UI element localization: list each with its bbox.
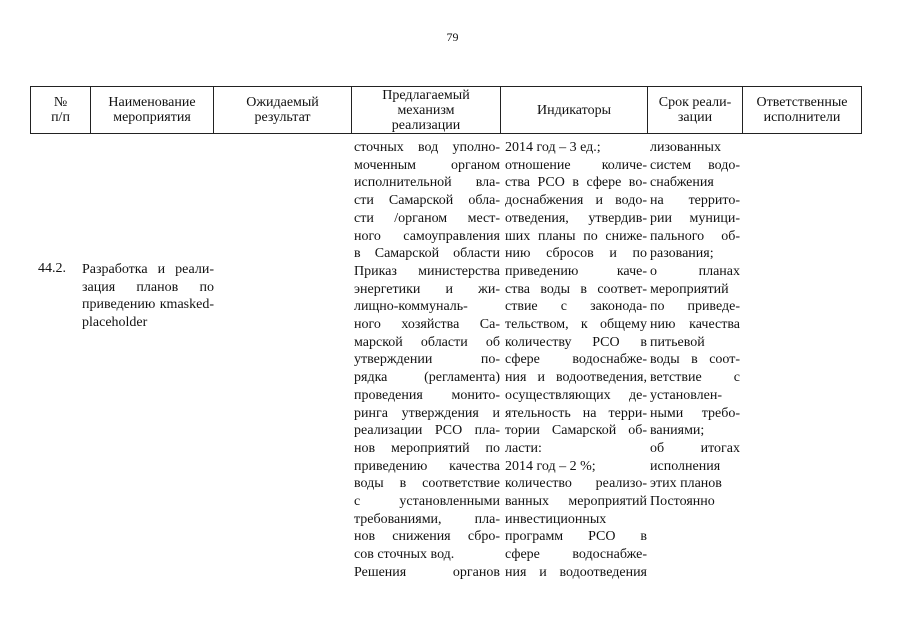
- text-line: Приказ министерства: [354, 263, 500, 279]
- text-line: осуществляющих де-: [505, 387, 647, 403]
- text-line: 2014 год – 3 ед.;: [505, 140, 601, 155]
- text-line: ного хозяйства Са-: [354, 317, 500, 333]
- text-line: исполнительной вла-: [354, 175, 500, 191]
- text-line: ния и водоотведения,: [505, 370, 647, 386]
- text-line: сти /органом мест-: [354, 210, 500, 226]
- text-line: нию сбросов и по: [505, 246, 647, 262]
- text-line: требованиями, пла-: [354, 511, 500, 527]
- item-number: 44.2.: [38, 261, 66, 276]
- text-line: ваниями;: [650, 423, 705, 439]
- text-line: воды в соответствие: [354, 476, 500, 492]
- table-header: [30, 86, 862, 134]
- text-line: лизованных: [650, 140, 721, 155]
- text-line: рядка (регламента): [354, 370, 500, 386]
- text-line: воды в соот-: [650, 352, 740, 368]
- text-line: разования;: [650, 246, 714, 262]
- text-line: энергетики и жи-: [354, 281, 500, 297]
- page-number: 79: [446, 30, 459, 44]
- text-line: программ РСО в: [505, 529, 647, 545]
- text-line: тельством, к общему: [505, 317, 647, 333]
- text-line: приведению качества: [354, 458, 500, 474]
- term-column: [650, 139, 740, 511]
- header-term: Срок реали- зации: [648, 87, 743, 133]
- header-indicators: Индикаторы: [501, 87, 648, 133]
- indicators-column: [505, 139, 647, 582]
- text-line: сов сточных вод.: [354, 547, 455, 563]
- text-line: систем водо-: [650, 157, 740, 173]
- text-line: марской области об: [354, 334, 500, 350]
- text-line: установлен-: [650, 387, 722, 403]
- text-line: этих планов: [650, 476, 722, 492]
- text-line: ятельность на терри-: [505, 405, 647, 421]
- text-line: с установленными: [354, 494, 500, 510]
- text-line: приведению каче-: [505, 263, 647, 279]
- text-line: ринга утверждения и: [354, 405, 500, 421]
- text-line: лищно-коммуналь-: [354, 299, 468, 315]
- text-line: инвестиционных: [505, 511, 607, 527]
- text-line: количество реализо-: [505, 476, 647, 492]
- text-line: пального об-: [650, 228, 740, 244]
- text-line: питьевой: [650, 334, 705, 350]
- item-name-line: Разработка и реали-: [82, 262, 214, 277]
- text-line: на террито-: [650, 193, 740, 209]
- text-line: нов снижения сбро-: [354, 529, 500, 545]
- text-line: сточных вод уполно-: [354, 140, 500, 155]
- text-line: тории Самарской об-: [505, 423, 647, 439]
- header-number: № п/п: [31, 87, 91, 133]
- text-line: доснабжения и водо-: [505, 193, 647, 209]
- text-line: моченным органом: [354, 157, 500, 173]
- text-line: ния и водоотведения: [505, 564, 647, 580]
- text-line: исполнения: [650, 458, 721, 474]
- text-line: Решения органов: [354, 564, 500, 580]
- text-line: отношение количе-: [505, 157, 647, 173]
- text-line: нов мероприятий по: [354, 440, 500, 456]
- text-line: мероприятий: [650, 281, 729, 297]
- item-name-line: приведению кmasked-placeholder: [82, 297, 214, 331]
- text-line: ствие с законода-: [505, 299, 647, 315]
- text-line: ветствие с: [650, 370, 740, 386]
- text-line: в Самарской области: [354, 246, 500, 262]
- text-line: снабжения: [650, 175, 714, 191]
- text-line: ного самоуправления: [354, 228, 500, 244]
- header-responsible: Ответственные исполнители: [756, 95, 848, 125]
- item-name: [82, 261, 214, 332]
- text-line: Постоянно: [650, 494, 715, 510]
- text-line: ших планы по сниже-: [505, 228, 647, 244]
- text-line: ства воды в соответ-: [505, 281, 647, 297]
- text-line: реализации РСО пла-: [354, 423, 500, 439]
- text-line: проведения монито-: [354, 387, 500, 403]
- header-result: Ожидаемый результат: [214, 87, 352, 133]
- text-line: сфере водоснабже-: [505, 352, 647, 368]
- text-line: ласти:: [505, 440, 542, 456]
- text-line: ными требо-: [650, 405, 740, 421]
- header-name: Наименование мероприятия: [91, 87, 214, 133]
- text-line: отведения, утвердив-: [505, 210, 647, 226]
- text-line: утверждении по-: [354, 352, 500, 368]
- header-mechanism: Предлагаемый механизм реализации: [352, 87, 501, 133]
- text-line: сти Самарской обла-: [354, 193, 500, 209]
- text-line: 2014 год – 2 %;: [505, 458, 596, 474]
- text-line: о планах: [650, 263, 740, 279]
- text-line: нию качества: [650, 317, 740, 333]
- item-name-line: зация планов по: [82, 279, 214, 295]
- text-line: ства РСО в сфере во-: [505, 175, 647, 191]
- text-line: сфере водоснабже-: [505, 547, 647, 563]
- text-line: количеству РСО в: [505, 334, 647, 350]
- text-line: рии муници-: [650, 210, 740, 226]
- text-line: ванных мероприятий: [505, 494, 647, 510]
- text-line: по приведе-: [650, 299, 740, 315]
- text-line: об итогах: [650, 440, 740, 456]
- mechanism-column: [354, 139, 500, 582]
